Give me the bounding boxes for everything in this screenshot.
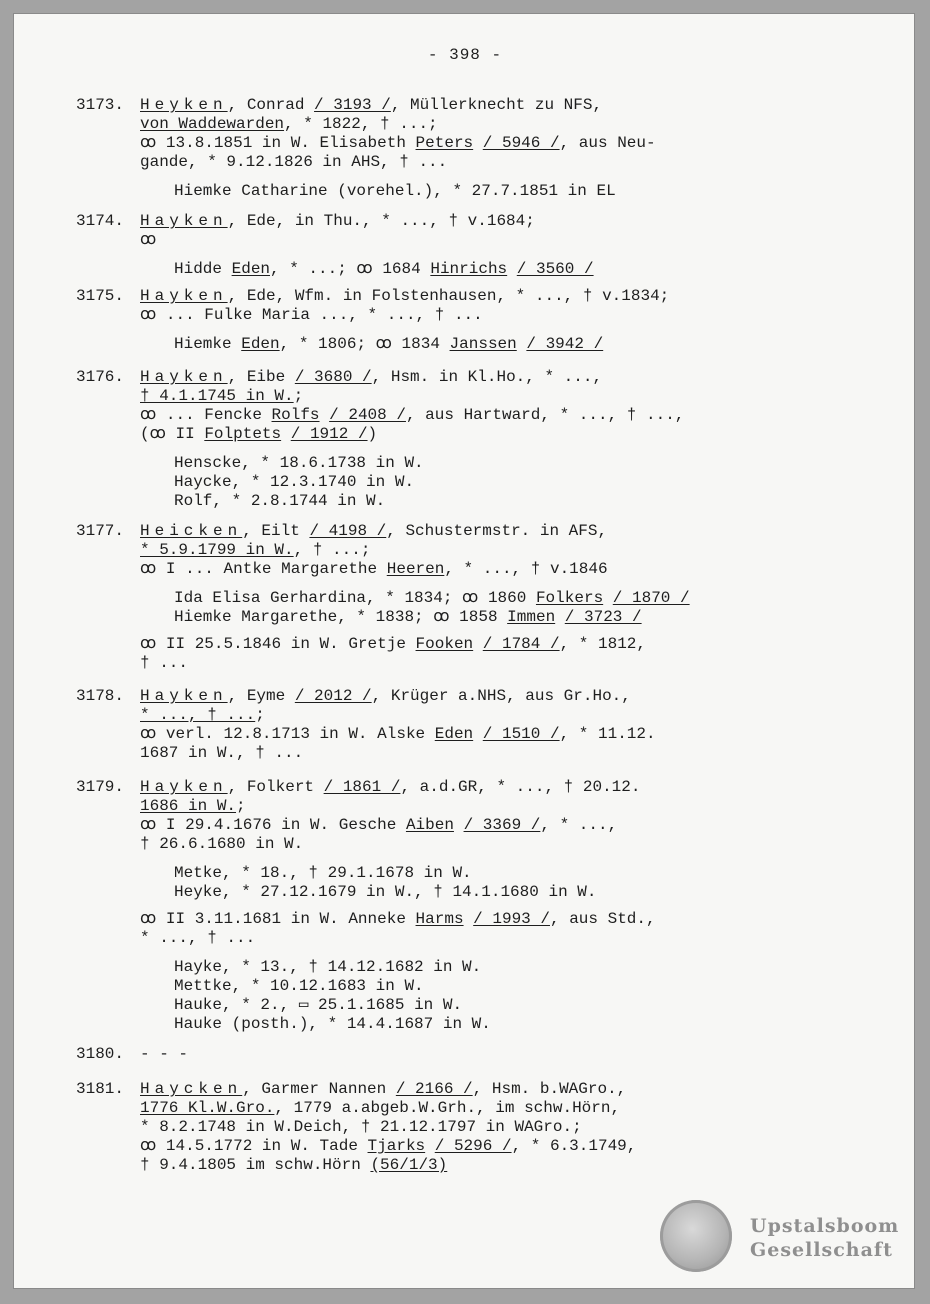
entry-line: (ꝏ II Folptets / 1912 /) [140,425,378,443]
entry-line: ꝏ 14.5.1772 in W. Tade Tjarks / 5296 /, * 6.3.1749, [140,1137,637,1155]
entry-line: ꝏ ... Fencke Rolfs / 2408 /, aus Hartward, * ..., † ..., [140,406,685,424]
child-line: Haycke, * 12.3.1740 in W. [174,473,415,491]
publisher-name-line2: Gesellschaft [750,1239,893,1261]
entry-line: 1686 in W.; [140,797,246,815]
entry-line: Hayken, Ede, in Thu., * ..., † v.1684; [140,212,535,230]
child-line: Heyke, * 27.12.1679 in W., † 14.1.1680 in W. [174,883,597,901]
child-line: Hiemke Margarethe, * 1838; ꝏ 1858 Immen / 3723 / [174,608,642,626]
entry-number: 3173. [76,96,125,114]
entry-line: 1687 in W., † ... [140,744,304,762]
publisher-name-line1: Upstalsboom [750,1215,900,1237]
publisher-logo [660,1200,900,1290]
entry-line: ꝏ ... Fulke Maria ..., * ..., † ... [140,306,483,324]
entry-line: Hayken, Ede, Wfm. in Folstenhausen, * ..., † v.1834; [140,287,670,305]
child-line: Hayke, * 13., † 14.12.1682 in W. [174,958,482,976]
seal-icon [660,1200,732,1272]
entry-line: Hayken, Folkert / 1861 /, a.d.GR, * ..., † 20.12. [140,778,641,796]
entry-line: † ... [140,654,189,672]
entry-line: Heyken, Conrad / 3193 /, Müllerknecht zu NFS, [140,96,603,114]
child-line: Hiemke Eden, * 1806; ꝏ 1834 Janssen / 3942 / [174,335,604,353]
entry-number: 3181. [76,1080,125,1098]
publisher-name [750,1214,899,1262]
entry-line: ꝏ 13.8.1851 in W. Elisabeth Peters / 5946 /, aus Neu- [140,134,656,152]
entry-number: 3174. [76,212,125,230]
entry-number: 3179. [76,778,125,796]
child-line: Henscke, * 18.6.1738 in W. [174,454,424,472]
entry-line: ꝏ I ... Antke Margarethe Heeren, * ..., † v.1846 [140,560,608,578]
entry-line: 1776 Kl.W.Gro., 1779 a.abgeb.W.Grh., im schw.Hörn, [140,1099,621,1117]
entry-number: 3177. [76,522,125,540]
page-number: - 398 - [427,46,503,64]
entry-line: Heicken, Eilt / 4198 /, Schustermstr. in AFS, [140,522,608,540]
entry-line: - - - [140,1045,189,1063]
entry-line: von Waddewarden, * 1822, † ...; [140,115,438,133]
entry-line: ꝏ II 25.5.1846 in W. Gretje Fooken / 1784 /, * 1812, [140,635,646,653]
child-line: Hauke, * 2., ▭ 25.1.1685 in W. [174,996,463,1014]
child-line: Hidde Eden, * ...; ꝏ 1684 Hinrichs / 3560 / [174,260,594,278]
child-line: Rolf, * 2.8.1744 in W. [174,492,386,510]
entry-line: gande, * 9.12.1826 in AHS, † ... [140,153,448,171]
entry-line: † 4.1.1745 in W.; [140,387,304,405]
entry-number: 3175. [76,287,125,305]
entry-number: 3178. [76,687,125,705]
entry-line: † 26.6.1680 in W. [140,835,304,853]
entry-line: * 5.9.1799 in W., † ...; [140,541,371,559]
entry-line: * 8.2.1748 in W.Deich, † 21.12.1797 in WAGro.; [140,1118,582,1136]
entry-number: 3180. [76,1045,125,1063]
child-line: Ida Elisa Gerhardina, * 1834; ꝏ 1860 Folkers / 1870 / [174,589,690,607]
entry-line: * ..., † ... [140,929,256,947]
entry-line: * ..., † ...; [140,706,265,724]
entry-number: 3176. [76,368,125,386]
entry-line: † 9.4.1805 im schw.Hörn (56/1/3) [140,1156,448,1174]
child-line: Hiemke Catharine (vorehel.), * 27.7.1851 in EL [174,182,616,200]
entry-line: ꝏ verl. 12.8.1713 in W. Alske Eden / 1510 /, * 11.12. [140,725,656,743]
child-line: Metke, * 18., † 29.1.1678 in W. [174,864,472,882]
entry-line: Haycken, Garmer Nannen / 2166 /, Hsm. b.WAGro., [140,1080,627,1098]
entry-line: ꝏ II 3.11.1681 in W. Anneke Harms / 1993 /, aus Std., [140,910,656,928]
entry-line: Hayken, Eyme / 2012 /, Krüger a.NHS, aus Gr.Ho., [140,687,631,705]
child-line: Mettke, * 10.12.1683 in W. [174,977,424,995]
entry-line: Hayken, Eibe / 3680 /, Hsm. in Kl.Ho., * ..., [140,368,603,386]
entry-line: ꝏ [140,231,157,249]
child-line: Hauke (posth.), * 14.4.1687 in W. [174,1015,491,1033]
entry-line: ꝏ I 29.4.1676 in W. Gesche Aiben / 3369 /, * ..., [140,816,618,834]
